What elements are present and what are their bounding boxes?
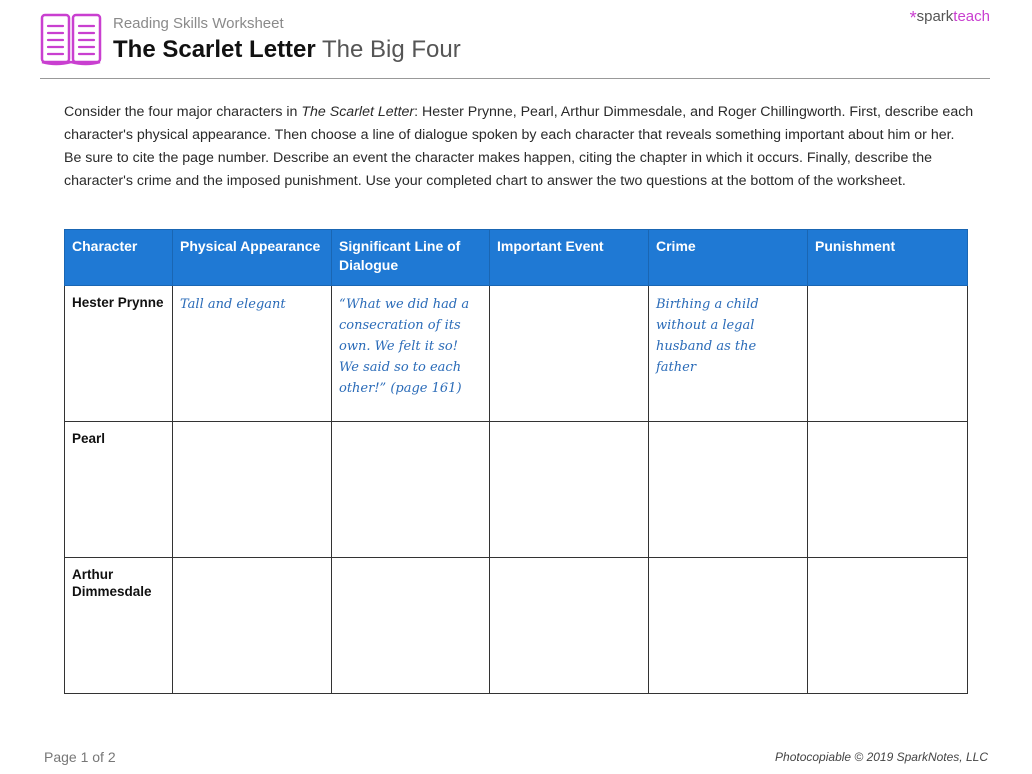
instructions-after: : Hester Prynne, Pearl, Arthur Dimmesdale, and Roger Chillingworth. First, describe each character's physical appearance. Then choose a line of dialogue spoken by each character that reveals something important about him or her. Be sure to cite the page number. Describe an event the character makes happen, citing the chapter in which it occurs. Finally, describe the character's crime and the imposed punishment. Use your completed chart to answer the two questions at the bottom of the worksheet. — [64, 104, 974, 189]
title-topic: The Big Four — [321, 36, 461, 63]
instructions-before: Consider the four major characters in — [64, 104, 302, 120]
punishment-field[interactable] — [808, 286, 968, 422]
dialogue-field[interactable]: “What we did had a consecration of its own. We felt it so! We said so to each other!” (page 161) — [332, 286, 490, 422]
table-row — [65, 558, 968, 694]
crime-field[interactable] — [649, 558, 808, 694]
table-row — [65, 286, 968, 422]
appearance-field[interactable]: Tall and elegant — [173, 286, 332, 422]
page-title — [113, 36, 461, 64]
event-field[interactable] — [490, 286, 649, 422]
chart-header-row — [65, 230, 968, 286]
column-header-important-event: Important Event — [490, 230, 649, 286]
column-header-crime: Crime — [649, 230, 808, 286]
column-header-character: Character — [65, 230, 173, 286]
column-header-dialogue: Significant Line of Dialogue — [332, 230, 490, 286]
appearance-field[interactable] — [173, 422, 332, 558]
character-chart — [64, 229, 968, 694]
appearance-field[interactable] — [173, 558, 332, 694]
page-number: Page 1 of 2 — [44, 749, 116, 765]
title-book: The Scarlet Letter — [113, 36, 316, 63]
punishment-field[interactable] — [808, 558, 968, 694]
crime-field[interactable]: Birthing a child without a legal husband as the father — [649, 286, 808, 422]
column-header-physical-appearance: Physical Appearance — [173, 230, 332, 286]
dialogue-field[interactable] — [332, 558, 490, 694]
event-field[interactable] — [490, 558, 649, 694]
instructions-book-title: The Scarlet Letter — [301, 104, 415, 120]
character-name: Hester Prynne — [65, 286, 173, 422]
copyright-notice: Photocopiable © 2019 SparkNotes, LLC — [775, 750, 988, 764]
worksheet-subtitle: Reading Skills Worksheet — [113, 15, 284, 32]
character-name: Arthur Dimmesdale — [65, 558, 173, 694]
logo-text-teach: teach — [953, 8, 990, 25]
instructions — [64, 101, 974, 193]
table-row — [65, 422, 968, 558]
logo-text-spark: spark — [916, 8, 954, 25]
column-header-punishment: Punishment — [808, 230, 968, 286]
dialogue-field[interactable] — [332, 422, 490, 558]
punishment-field[interactable] — [808, 422, 968, 558]
header-divider — [40, 78, 990, 79]
character-name: Pearl — [65, 422, 173, 558]
crime-field[interactable] — [649, 422, 808, 558]
sparkteach-logo — [910, 8, 990, 29]
book-icon — [40, 12, 102, 66]
logo-star-icon: * — [909, 8, 917, 28]
event-field[interactable] — [490, 422, 649, 558]
